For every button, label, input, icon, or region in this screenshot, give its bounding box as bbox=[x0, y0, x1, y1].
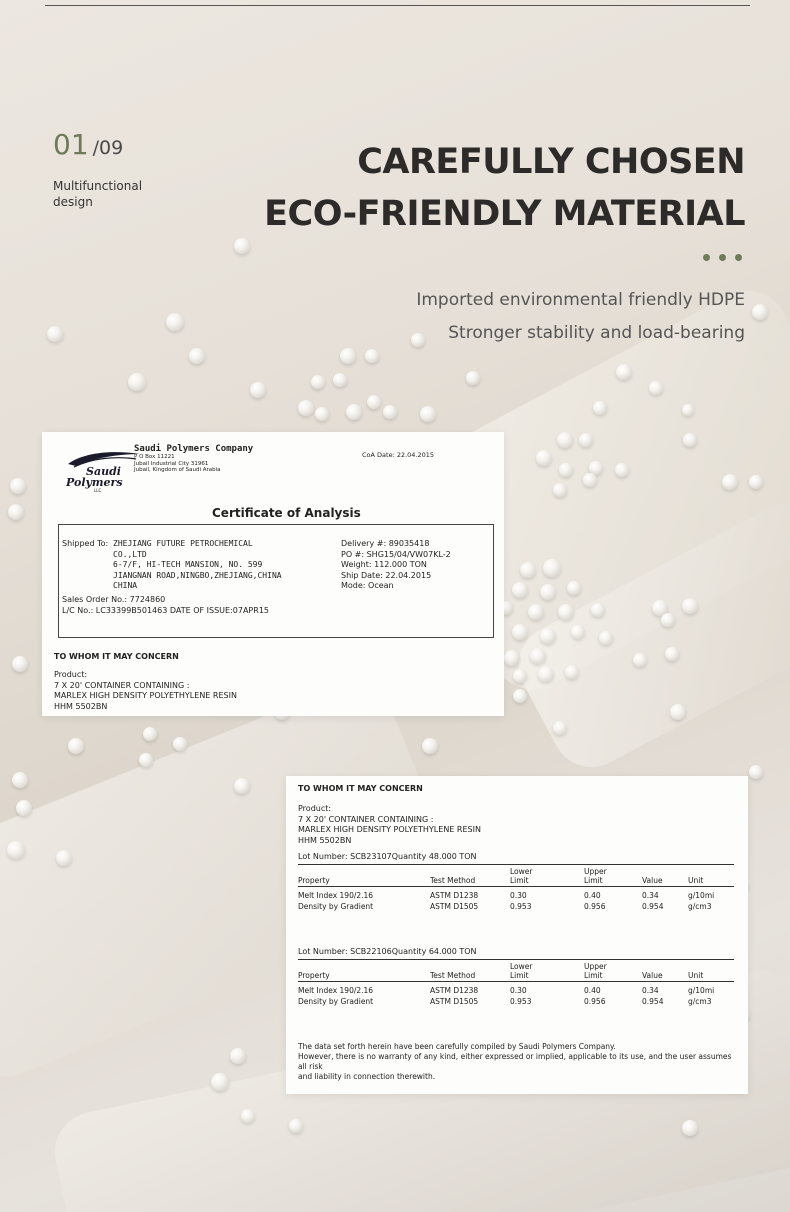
disclaimer bbox=[298, 1042, 742, 1082]
bead-icon bbox=[583, 473, 597, 487]
bead-icon bbox=[593, 401, 607, 415]
shipped-to-line: JIANGNAN ROAD,NINGBO,ZHEJIANG,CHINA bbox=[113, 570, 282, 580]
feature-line-2: Stronger stability and load-bearing bbox=[448, 323, 745, 343]
logo-text-2: Polymers bbox=[66, 476, 123, 489]
bead-icon bbox=[68, 738, 84, 754]
bead-icon bbox=[665, 647, 679, 661]
header-lower: Lower Limit bbox=[510, 960, 584, 982]
certificate-document bbox=[42, 432, 504, 716]
ship-date: Ship Date: 22.04.2015 bbox=[341, 570, 432, 580]
concern-heading: TO WHOM IT MAY CONCERN bbox=[298, 784, 423, 793]
lot-number: Lot Number: SCB22106Quantity 64.000 TON bbox=[298, 947, 477, 956]
bead-icon bbox=[749, 475, 763, 489]
bead-icon bbox=[682, 404, 694, 416]
bead-icon bbox=[10, 478, 26, 494]
company-name: Saudi Polymers Company bbox=[134, 444, 254, 454]
section-total: /09 bbox=[92, 137, 124, 159]
bead-icon bbox=[8, 504, 24, 520]
logo-suffix: LLC bbox=[94, 488, 102, 493]
spec-table bbox=[298, 864, 734, 912]
bead-icon bbox=[553, 721, 567, 735]
bead-icon bbox=[683, 433, 697, 447]
decorative-dots bbox=[703, 254, 742, 261]
bead-icon bbox=[682, 1120, 698, 1136]
bead-icon bbox=[540, 584, 556, 600]
table-header bbox=[298, 865, 734, 887]
bead-icon bbox=[565, 665, 579, 679]
bead-icon bbox=[411, 333, 425, 347]
bead-icon bbox=[528, 604, 544, 620]
lot-number: Lot Number: SCB23107Quantity 48.000 TON bbox=[298, 852, 477, 861]
bead-icon bbox=[128, 373, 146, 391]
bead-icon bbox=[616, 364, 632, 380]
bead-icon bbox=[752, 304, 768, 320]
bead-icon bbox=[7, 841, 25, 859]
mode: Mode: Ocean bbox=[341, 581, 394, 590]
product-line: MARLEX HIGH DENSITY POLYETHYLENE RESIN bbox=[54, 691, 237, 700]
bead-icon bbox=[571, 625, 585, 639]
header-value: Value bbox=[642, 960, 688, 982]
header-property: Property bbox=[298, 960, 430, 982]
header-unit: Unit bbox=[688, 865, 734, 887]
logo-text-1: Saudi bbox=[86, 465, 121, 478]
header-upper: Upper Limit bbox=[584, 865, 642, 887]
disclaimer-line: and liability in connection therewith. bbox=[298, 1072, 436, 1081]
feature-line-1: Imported environmental friendly HDPE bbox=[416, 290, 745, 310]
bead-icon bbox=[670, 704, 686, 720]
bead-icon bbox=[234, 238, 250, 254]
header-upper: Upper Limit bbox=[584, 960, 642, 982]
shipped-to-line: CO.,LTD bbox=[113, 549, 147, 559]
address-line: Jubail Industrial City 31961 bbox=[134, 460, 209, 467]
bead-icon bbox=[540, 628, 556, 644]
shipping-box bbox=[58, 524, 494, 638]
product-label: Product: bbox=[298, 804, 332, 813]
dot-icon bbox=[703, 254, 710, 261]
bead-icon bbox=[211, 1073, 229, 1091]
product-label: Product: bbox=[54, 670, 88, 679]
bead-icon bbox=[579, 433, 593, 447]
bead-icon bbox=[513, 689, 527, 703]
bead-icon bbox=[367, 395, 381, 409]
header-unit: Unit bbox=[688, 960, 734, 982]
header-value: Value bbox=[642, 865, 688, 887]
table-header bbox=[298, 960, 734, 982]
table-row: Density by Gradient ASTM D1505 0.953 0.956 0.954 g/cm3 bbox=[298, 902, 712, 911]
bead-icon bbox=[241, 1109, 255, 1123]
lc-number: L/C No.: LC33399B501463 DATE OF ISSUE:07APR15 bbox=[62, 605, 269, 615]
table-row: Density by Gradient ASTM D1505 0.953 0.956 0.954 g/cm3 bbox=[298, 997, 712, 1006]
bead-icon bbox=[189, 348, 205, 364]
bead-icon bbox=[513, 669, 527, 683]
disclaimer-line: The data set forth herein have been carefully compiled by Saudi Polymers Company. bbox=[298, 1042, 616, 1051]
headline-line-2: ECO-FRIENDLY MATERIAL bbox=[264, 194, 745, 234]
certificate-title: Certificate of Analysis bbox=[212, 506, 361, 520]
bead-icon bbox=[289, 1119, 303, 1133]
order-details bbox=[62, 595, 269, 616]
bead-icon bbox=[591, 603, 605, 617]
bead-icon bbox=[512, 582, 528, 598]
bead-icon bbox=[722, 474, 738, 490]
concern-heading: TO WHOM IT MAY CONCERN bbox=[54, 652, 179, 661]
bead-icon bbox=[250, 382, 266, 398]
bead-icon bbox=[615, 463, 629, 477]
bead-icon bbox=[557, 432, 573, 448]
bead-icon bbox=[567, 581, 581, 595]
bead-icon bbox=[422, 738, 438, 754]
header-method: Test Method bbox=[430, 865, 510, 887]
analysis-document bbox=[286, 776, 748, 1094]
shipped-to-label: Shipped To: bbox=[62, 539, 109, 548]
weight: Weight: 112.000 TON bbox=[341, 560, 427, 569]
bead-icon bbox=[365, 349, 379, 363]
bead-icon bbox=[749, 765, 763, 779]
bead-icon bbox=[661, 613, 675, 627]
bead-icon bbox=[512, 624, 528, 640]
bead-icon bbox=[559, 463, 573, 477]
bead-icon bbox=[56, 850, 72, 866]
bead-icon bbox=[12, 656, 28, 672]
product-line: HHM 5502BN bbox=[54, 701, 108, 711]
bead-icon bbox=[682, 598, 698, 614]
bead-icon bbox=[520, 562, 536, 578]
disclaimer-line: However, there is no warranty of any kind, either expressed or implied, applicable to its use, and the user assumes all risk bbox=[298, 1052, 732, 1071]
bead-icon bbox=[504, 650, 520, 666]
dot-icon bbox=[719, 254, 726, 261]
company-address bbox=[134, 454, 221, 474]
bead-icon bbox=[139, 753, 153, 767]
bead-icon bbox=[143, 727, 157, 741]
bead-icon bbox=[543, 559, 561, 577]
bead-icon bbox=[553, 483, 567, 497]
bead-icon bbox=[12, 772, 28, 788]
header-method: Test Method bbox=[430, 960, 510, 982]
bead-icon bbox=[633, 653, 647, 667]
bead-icon bbox=[383, 405, 397, 419]
table-row: Melt Index 190/2.16 ASTM D1238 0.30 0.40 0.34 g/10mi bbox=[298, 891, 715, 900]
bead-icon bbox=[346, 404, 362, 420]
address-line: Jubail, Kingdom of Saudi Arabia bbox=[134, 467, 221, 473]
header-property: Property bbox=[298, 865, 430, 887]
shipped-to-address bbox=[113, 539, 282, 592]
table-row: Melt Index 190/2.16 ASTM D1238 0.30 0.40 0.34 g/10mi bbox=[298, 986, 715, 995]
product-line: 7 X 20' CONTAINER CONTAINING : bbox=[54, 680, 190, 690]
product-line: MARLEX HIGH DENSITY POLYETHYLENE RESIN bbox=[298, 825, 481, 834]
bead-icon bbox=[311, 375, 325, 389]
section-current: 01 bbox=[53, 128, 89, 161]
po-number: PO #: SHG15/04/VW07KL-2 bbox=[341, 549, 451, 559]
bead-icon bbox=[315, 407, 329, 421]
shipped-to-line: 6-7/F, HI-TECH MANSION, NO. 599 bbox=[113, 560, 263, 569]
address-line: P O Box 11221 bbox=[134, 454, 175, 460]
shipped-to-line: CHINA bbox=[113, 581, 138, 590]
product-line: 7 X 20' CONTAINER CONTAINING : bbox=[298, 814, 434, 824]
bead-icon bbox=[173, 737, 187, 751]
bead-icon bbox=[538, 666, 554, 682]
product-block bbox=[298, 804, 481, 846]
header-lower: Lower Limit bbox=[510, 865, 584, 887]
bead-icon bbox=[16, 800, 32, 816]
delivery-number: Delivery #: 89035418 bbox=[341, 539, 430, 548]
bead-icon bbox=[166, 313, 184, 331]
product-block bbox=[54, 670, 237, 712]
page-headline bbox=[264, 136, 745, 240]
dot-icon bbox=[735, 254, 742, 261]
top-divider bbox=[45, 5, 750, 6]
headline-line-1: CAREFULLY CHOSEN bbox=[357, 142, 745, 182]
bead-icon bbox=[340, 348, 356, 364]
bead-icon bbox=[649, 381, 663, 395]
bead-icon bbox=[558, 604, 574, 620]
bead-icon bbox=[530, 648, 546, 664]
bead-icon bbox=[333, 373, 347, 387]
product-line: HHM 5502BN bbox=[298, 835, 352, 845]
bead-icon bbox=[234, 778, 250, 794]
bead-icon bbox=[536, 450, 552, 466]
company-logo bbox=[64, 450, 144, 493]
bead-icon bbox=[230, 1048, 246, 1064]
bead-icon bbox=[298, 400, 314, 416]
sales-order: Sales Order No.: 7724860 bbox=[62, 595, 166, 604]
bead-icon bbox=[420, 406, 436, 422]
bead-icon bbox=[47, 326, 63, 342]
coa-date: CoA Date: 22.04.2015 bbox=[362, 451, 435, 459]
bead-icon bbox=[599, 631, 613, 645]
section-subtitle: Multifunctional design bbox=[53, 179, 143, 209]
shipment-details bbox=[341, 539, 451, 592]
section-number bbox=[53, 128, 123, 161]
bead-icon bbox=[466, 371, 480, 385]
spec-table bbox=[298, 959, 734, 1007]
shipped-to-line: ZHEJIANG FUTURE PETROCHEMICAL bbox=[113, 539, 253, 548]
